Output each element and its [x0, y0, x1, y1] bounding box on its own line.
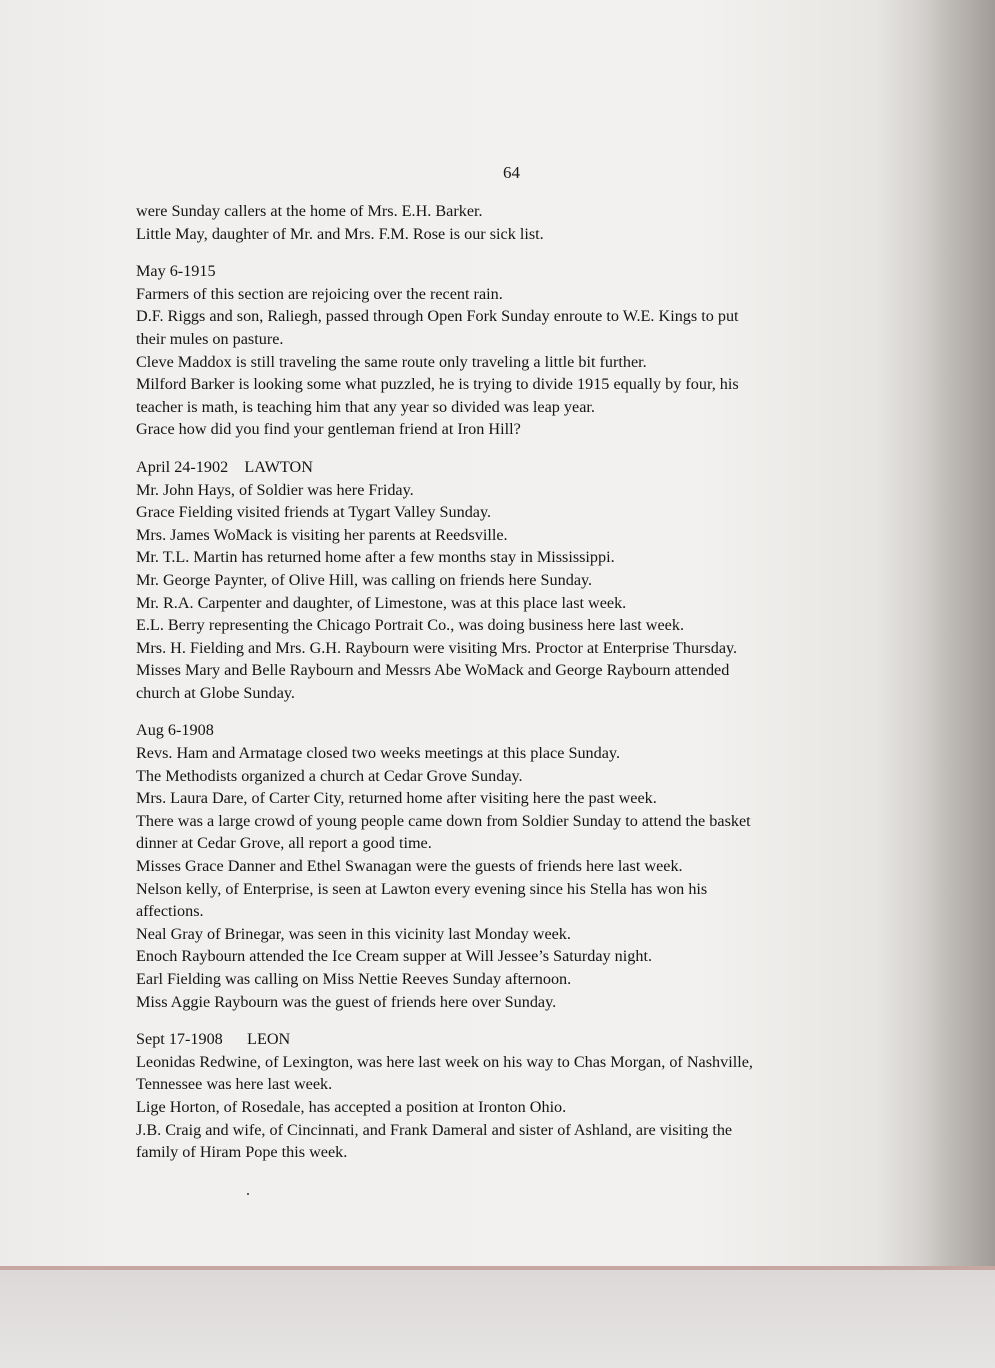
dateline-heading: Sept 17-1908 LEON	[136, 1030, 291, 1049]
dateline-heading: Aug 6-1908	[136, 721, 214, 740]
text-line: Mr. George Paynter, of Olive Hill, was calling on friends here Sunday.	[136, 570, 593, 589]
text-line: Lige Horton, of Rosedale, has accepted a position at Ironton Ohio.	[136, 1097, 567, 1116]
text-line: D.F. Riggs and son, Raliegh, passed through Open Fork Sunday enroute to W.E. Kings to put	[136, 307, 739, 326]
text-line: Farmers of this section are rejoicing over the recent rain.	[136, 284, 503, 303]
text-line: affections.	[136, 902, 204, 921]
text-line: teacher is math, is teaching him that any year so divided was leap year.	[136, 397, 595, 416]
text-line: Nelson kelly, of Enterprise, is seen at Lawton every evening since his Stella has won his	[136, 879, 708, 898]
text-line: Leonidas Redwine, of Lexington, was here last week on his way to Chas Morgan, of Nashville,	[136, 1052, 753, 1071]
text-line: Mr. R.A. Carpenter and daughter, of Limestone, was at this place last week.	[136, 593, 627, 612]
text-line: Neal Gray of Brinegar, was seen in this vicinity last Monday week.	[136, 924, 571, 943]
text-line: Mrs. James WoMack is visiting her parents at Reedsville.	[136, 525, 508, 544]
text-line: Earl Fielding was calling on Miss Nettie Reeves Sunday afternoon.	[136, 970, 572, 988]
text-line: Misses Mary and Belle Raybourn and Messrs Abe WoMack and George Raybourn attended	[136, 661, 730, 680]
background-surface	[0, 1270, 995, 1368]
text-line: Mr. John Hays, of Soldier was here Friday.	[136, 480, 414, 499]
text-line: Mrs. Laura Dare, of Carter City, returned home after visiting here the past week.	[136, 789, 657, 808]
text-line: their mules on pasture.	[136, 329, 284, 348]
paragraph-gap	[136, 245, 888, 260]
text-line: J.B. Craig and wife, of Cincinnati, and Frank Dameral and sister of Ashland, are visiting the	[136, 1120, 733, 1139]
text-line: Enoch Raybourn attended the Ice Cream supper at Will Jessee’s Saturday night.	[136, 947, 653, 966]
text-line: were Sunday callers at the home of Mrs. E.H. Barker.	[136, 202, 483, 220]
text-line: family of Hiram Pope this week.	[136, 1143, 348, 1162]
text-line: There was a large crowd of young people came down from Soldier Sunday to attend the basket	[136, 811, 751, 830]
text-line: church at Globe Sunday.	[136, 683, 295, 702]
ink-speck	[247, 1193, 249, 1195]
paragraph-gap	[136, 704, 888, 719]
page-number: 64	[503, 163, 520, 182]
text-line: Grace how did you find your gentleman friend at Iron Hill?	[136, 420, 521, 439]
dateline-heading: May 6-1915	[136, 262, 216, 281]
text-line: Mr. T.L. Martin has returned home after a few months stay in Mississippi.	[136, 548, 615, 567]
dateline-heading: April 24-1902 LAWTON	[136, 457, 313, 476]
text-line: The Methodists organized a church at Cedar Grove Sunday.	[136, 766, 523, 785]
text-line: Cleve Maddox is still traveling the same route only traveling a little bit further.	[136, 352, 647, 371]
page-curve-shadow	[925, 0, 995, 1268]
text-line: Milford Barker is looking some what puzzled, he is trying to divide 1915 equally by four, his	[136, 375, 739, 394]
text-line: Grace Fielding visited friends at Tygart Valley Sunday.	[136, 503, 492, 522]
paragraph-gap	[136, 441, 888, 456]
text-line: Little May, daughter of Mr. and Mrs. F.M. Rose is our sick list.	[136, 224, 544, 243]
text-line: E.L. Berry representing the Chicago Portrait Co., was doing business here last week.	[136, 616, 684, 635]
text-line: dinner at Cedar Grove, all report a good time.	[136, 834, 432, 853]
text-line: Miss Aggie Raybourn was the guest of friends here over Sunday.	[136, 992, 557, 1011]
text-line: Mrs. H. Fielding and Mrs. G.H. Raybourn were visiting Mrs. Proctor at Enterprise Thursday.	[136, 638, 738, 657]
paragraph-gap	[136, 1013, 888, 1028]
page-body-text	[136, 200, 888, 1164]
text-line: Tennessee was here last week.	[136, 1075, 333, 1094]
text-line: Revs. Ham and Armatage closed two weeks meetings at this place Sunday.	[136, 744, 621, 763]
text-line: Misses Grace Danner and Ethel Swanagan were the guests of friends here last week.	[136, 857, 683, 876]
